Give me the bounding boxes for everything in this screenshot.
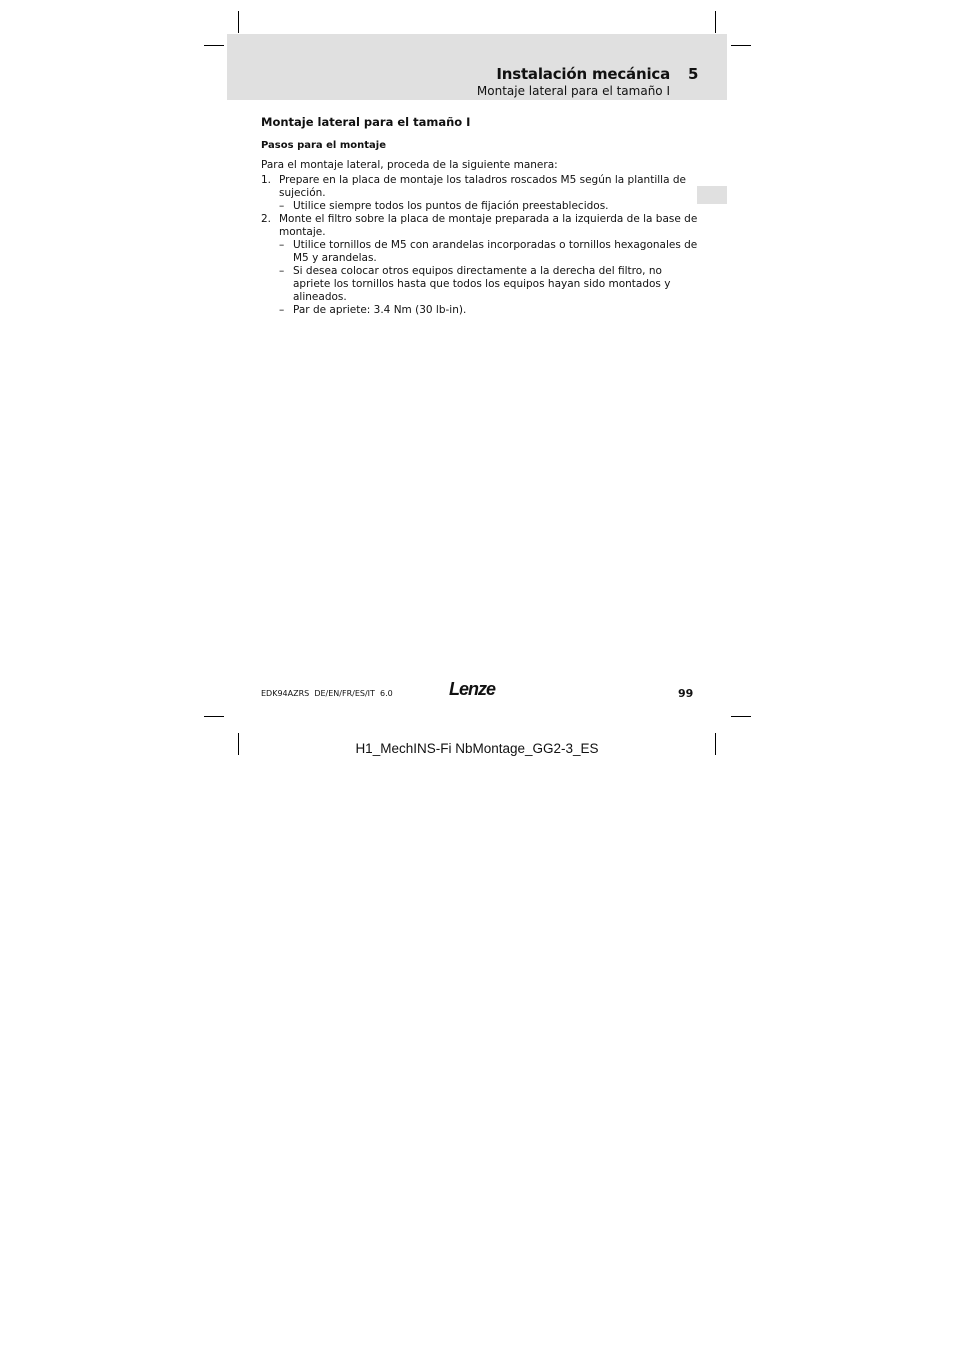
step-1-bullet <box>261 200 701 213</box>
lenze-logo: Lenze <box>449 679 496 699</box>
chapter-title: Instalación mecánica <box>496 65 670 83</box>
step-1 <box>261 174 701 200</box>
chapter-number: 5 <box>688 65 699 83</box>
crop-mark <box>238 11 239 33</box>
page-number: 99 <box>678 687 694 700</box>
sub-title: Pasos para el montaje <box>261 140 386 151</box>
intro-paragraph: Para el montaje lateral, proceda de la siguiente manera: <box>261 159 558 171</box>
job-label: H1_MechINS-Fi NbMontage_GG2-3_ES <box>355 741 599 756</box>
page-content <box>261 116 701 317</box>
side-tab <box>697 186 727 204</box>
crop-mark <box>715 11 716 33</box>
step-2-bullet <box>261 239 701 265</box>
crop-mark <box>731 45 751 46</box>
dash: – <box>279 265 285 277</box>
step-number: 1. <box>261 174 272 186</box>
step-2 <box>261 213 701 239</box>
chapter-subtitle: Montaje lateral para el tamaño I <box>476 84 670 98</box>
crop-mark <box>731 716 751 717</box>
step-text: Monte el filtro sobre la placa de montaje preparada a la izquierda de la base de montaje. <box>279 213 698 238</box>
step-2-bullet <box>261 304 701 317</box>
bullet-text: Utilice tornillos de M5 con arandelas incorporadas o tornillos hexagonales de M5 y arandelas. <box>293 239 698 264</box>
document-code: EDK94AZRS DE/EN/FR/ES/IT 6.0 <box>261 689 393 698</box>
step-number: 2. <box>261 213 272 225</box>
crop-mark <box>204 45 224 46</box>
dash: – <box>279 239 285 251</box>
bullet-text: Si desea colocar otros equipos directamente a la derecha del filtro, no apriete los tornillos hasta que todos los equipos hayan sido montados y alineados. <box>293 265 671 303</box>
step-text: Prepare en la placa de montaje los taladros roscados M5 según la plantilla de sujeción. <box>279 174 686 199</box>
dash: – <box>279 304 285 316</box>
dash: – <box>279 200 285 212</box>
section-title: Montaje lateral para el tamaño I <box>261 115 471 129</box>
crop-mark <box>204 716 224 717</box>
bullet-text: Utilice siempre todos los puntos de fijación preestablecidos. <box>293 200 609 212</box>
bullet-text: Par de apriete: 3.4 Nm (30 lb-in). <box>293 304 467 316</box>
step-2-bullet <box>261 265 701 304</box>
